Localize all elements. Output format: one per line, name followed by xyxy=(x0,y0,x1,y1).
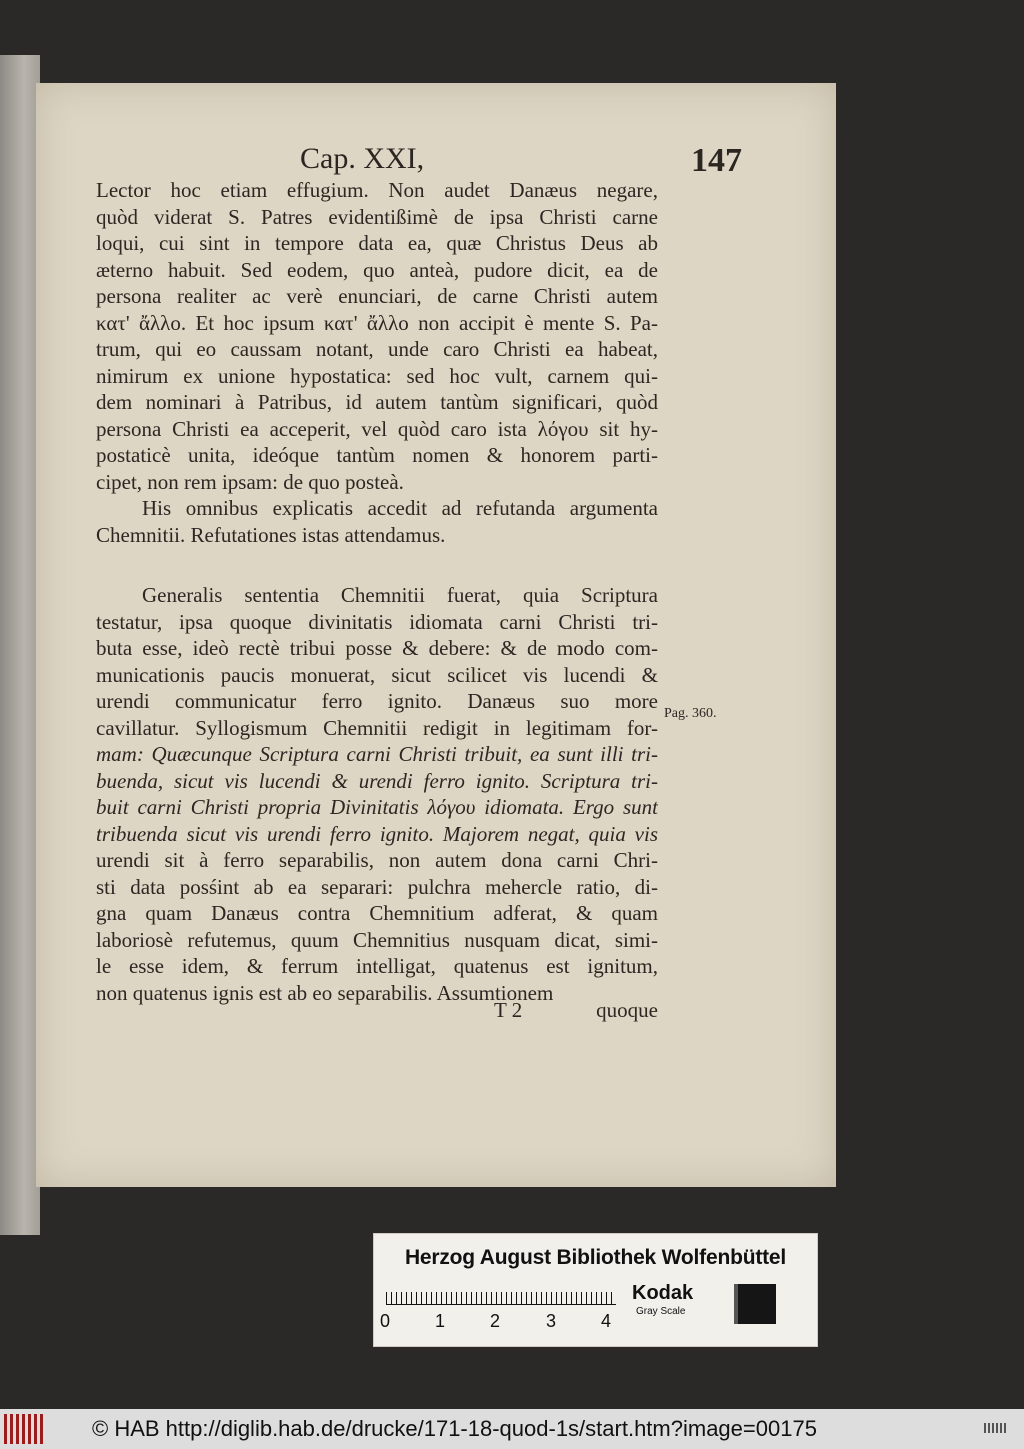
paragraph-gap xyxy=(96,548,658,582)
text-line: laboriosè refutemus, quum Chemnitius nusquam dicat, simi- xyxy=(96,927,658,952)
signature-mark: T 2 xyxy=(494,998,523,1022)
hab-logo-icon xyxy=(4,1414,46,1444)
library-color-card xyxy=(373,1233,818,1347)
signature-line xyxy=(96,998,658,1024)
corner-mark-icon xyxy=(984,1423,1006,1433)
text-line: Chemnitii. Refutationes istas attendamus. xyxy=(96,522,446,547)
text-line: persona Christi ea acceperit, vel quòd caro ista λόγου sit hy- xyxy=(96,416,658,441)
text-line: gna quam Danæus contra Chemnitium adferat, & quam xyxy=(96,901,658,925)
text-line: trum, qui eo caussam notant, unde caro Christi ea habeat, xyxy=(96,337,658,361)
chapter-heading: Cap. XXI, xyxy=(300,142,425,175)
scale-label: 1 xyxy=(435,1311,446,1331)
margin-note: Pag. 360. xyxy=(664,706,717,721)
text-line: postaticè unita, ideóque tantùm nomen & honorem parti- xyxy=(96,443,658,467)
text-line: buta esse, ideò rectè tribui posse & debere: & de modo com- xyxy=(96,636,658,660)
text-line: cipet, non rem ipsam: de quo posteà. xyxy=(96,469,404,494)
text-line: sti data posśint ab ea separari: pulchra mehercle ratio, di- xyxy=(96,874,658,899)
gray-patch xyxy=(734,1284,776,1324)
footer-bar xyxy=(0,1409,1024,1449)
text-line: Lector hoc etiam effugium. Non audet Danæus negare, xyxy=(96,178,658,202)
text-line: His omnibus explicatis accedit ad refutanda argumenta xyxy=(142,496,658,520)
text-line: buenda, sicut vis lucendi & urendi ferro ignito. Scriptura tri- xyxy=(96,768,658,793)
text-line: buit carni Christi propria Divinitatis λόγου idiomata. Ergo sunt xyxy=(96,795,658,819)
adjacent-page-edge xyxy=(0,55,40,1235)
text-line: nimirum ex unione hypostatica: sed hoc vult, carnem qui- xyxy=(96,363,658,388)
scale-label: 4 xyxy=(601,1311,612,1331)
text-line: æterno habuit. Sed eodem, quo anteà, pudore dicit, ea de xyxy=(96,257,658,282)
text-line: tribuenda sicut vis urendi ferro ignito. Majorem negat, quia vis xyxy=(96,821,658,846)
text-line: mam: Quæcunque Scriptura carni Christi tribuit, ea sunt illi tri- xyxy=(96,742,658,766)
scale-label: 0 xyxy=(380,1311,391,1331)
text-line: dem nominari à Patribus, id autem tantùm significari, quòd xyxy=(96,390,658,414)
page-number: 147 xyxy=(691,142,742,179)
running-head xyxy=(300,142,742,182)
text-line: urendi communicatur ferro ignito. Danæus suo more xyxy=(96,689,658,713)
brand-logo: Kodak xyxy=(632,1282,694,1304)
text-line: κατ' ἄλλο. Et hoc ipsum κατ' ἄλλο non accipit è mente S. Pa- xyxy=(96,310,658,335)
scale-label: 3 xyxy=(546,1311,557,1331)
scale-ruler xyxy=(386,1282,616,1305)
footer-url[interactable]: © HAB http://diglib.hab.de/drucke/171-18-quod-1s/start.htm?image=00175 xyxy=(92,1416,817,1441)
library-name: Herzog August Bibliothek Wolfenbüttel xyxy=(404,1246,787,1269)
text-line: Generalis sententia Chemnitii fuerat, quia Scriptura xyxy=(142,583,658,607)
text-line: persona realiter ac verè enunciari, de carne Christi autem xyxy=(96,284,658,308)
body-text xyxy=(96,177,658,1006)
text-line: testatur, ipsa quoque divinitatis idiomata carni Christi tri- xyxy=(96,609,658,634)
scale-label: 2 xyxy=(490,1311,501,1331)
text-line: cavillatur. Syllogismum Chemnitii redigit in legitimam for- xyxy=(96,715,658,740)
catchword: quoque xyxy=(596,998,658,1022)
text-line: le esse idem, & ferrum intelligat, quatenus est ignitum, xyxy=(96,954,658,978)
text-line: non quatenus ignis est ab eo separabilis. Assumtionem xyxy=(96,980,554,1005)
text-line: quòd viderat S. Patres evidentißimè de ipsa Christi carne xyxy=(96,204,658,229)
text-line: loqui, cui sint in tempore data ea, quæ Christus Deus ab xyxy=(96,231,658,255)
text-line: municationis paucis monuerat, sicut scilicet vis lucendi & xyxy=(96,662,658,687)
scale-labels xyxy=(380,1311,620,1333)
brand-subtitle: Gray Scale xyxy=(636,1306,686,1317)
text-line: urendi sit à ferro separabilis, non autem dona carni Chri- xyxy=(96,848,658,872)
